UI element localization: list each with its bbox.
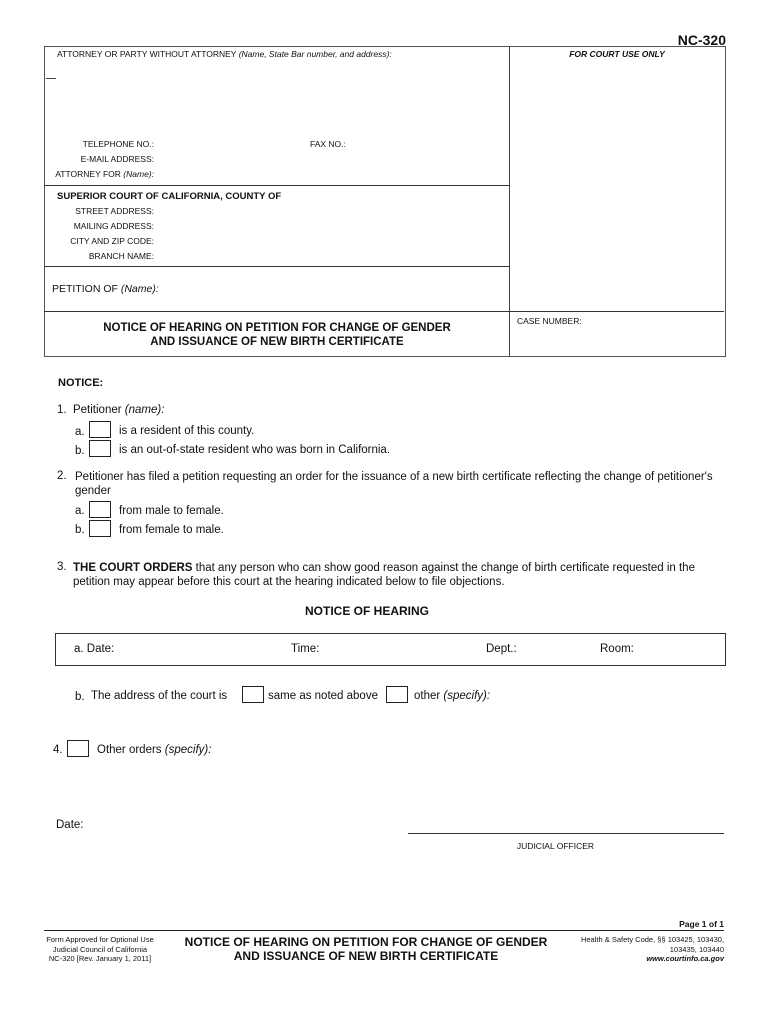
same-as-above-checkbox[interactable] (242, 686, 264, 703)
email-label: E-MAIL ADDRESS: (80, 154, 154, 164)
item2a-checkbox[interactable] (89, 501, 111, 518)
court-address-letter: b. (75, 691, 85, 703)
city-zip-field[interactable] (158, 234, 503, 248)
item2-number: 2. (57, 470, 67, 482)
attorney-name-mark (46, 78, 56, 79)
item2b-text: from female to male. (119, 524, 224, 536)
item1b-letter: b. (75, 445, 85, 457)
petition-of-field[interactable] (160, 280, 505, 298)
street-address-label: STREET ADDRESS: (75, 206, 154, 216)
item2a-letter: a. (75, 505, 85, 517)
petitioner-name-field[interactable] (170, 402, 690, 418)
petition-of-label: PETITION OF (Name): (52, 283, 159, 295)
signature-date-field[interactable] (90, 817, 290, 833)
notice-heading: NOTICE: (58, 377, 104, 389)
hearing-heading: NOTICE OF HEARING (304, 604, 429, 618)
signature-date-label: Date: (56, 819, 84, 831)
item2b-letter: b. (75, 524, 85, 536)
item4-checkbox[interactable] (67, 740, 89, 757)
hearing-time-label: Time: (291, 643, 320, 655)
caption-divider (509, 46, 510, 356)
court-address-text: The address of the court is (91, 690, 228, 702)
item2-text: Petitioner has filed a petition requesting an order for the issuance of a new birth certificate reflecting the change of petitioner's gender (75, 471, 713, 497)
other-orders-field[interactable] (212, 742, 720, 802)
judicial-officer-signature-field[interactable] (408, 812, 724, 832)
hearing-dept-field[interactable] (520, 641, 595, 657)
item4-number: 4. (53, 744, 63, 756)
branch-name-label: BRANCH NAME: (88, 251, 154, 261)
title-divider (44, 311, 724, 312)
form-title: NOTICE OF HEARING ON PETITION FOR CHANGE OF GENDER AND ISSUANCE OF NEW BIRTH CERTIFICATE (103, 322, 451, 348)
branch-name-field[interactable] (158, 249, 503, 263)
item4-label: Other orders (specify): (97, 744, 212, 756)
court-divider (44, 185, 510, 186)
fax-field[interactable] (345, 137, 505, 151)
hearing-room-label: Room: (600, 643, 634, 655)
item3-number: 3. (57, 561, 67, 573)
case-number-label: CASE NUMBER: (517, 316, 582, 326)
footer-left: Form Approved for Optional Use Judicial Council of California NC-320 [Rev. January 1, 2011] (46, 935, 154, 963)
attorney-label: ATTORNEY OR PARTY WITHOUT ATTORNEY (Name, State Bar number, and address): (57, 49, 392, 59)
item1a-text: is a resident of this county. (119, 425, 255, 437)
footer-title: NOTICE OF HEARING ON PETITION FOR CHANGE OF GENDER AND ISSUANCE OF NEW BIRTH CERTIFICATE (184, 935, 548, 963)
item1a-letter: a. (75, 426, 85, 438)
case-number-field[interactable] (515, 328, 720, 352)
city-zip-label: CITY AND ZIP CODE: (70, 236, 154, 246)
other-address-label: other (specify): (414, 690, 491, 702)
hearing-date-field[interactable] (120, 641, 285, 657)
mailing-address-field[interactable] (158, 219, 503, 233)
judicial-officer-label: JUDICIAL OFFICER (516, 841, 595, 851)
item1b-checkbox[interactable] (89, 440, 111, 457)
mailing-address-label: MAILING ADDRESS: (73, 221, 154, 231)
attorney-address-field[interactable] (60, 62, 500, 134)
signature-line (408, 833, 724, 834)
email-field[interactable] (158, 152, 503, 166)
petition-divider (44, 266, 510, 267)
other-address-checkbox[interactable] (386, 686, 408, 703)
street-address-field[interactable] (158, 204, 503, 218)
same-as-above-label: same as noted above (268, 690, 378, 702)
item2b-checkbox[interactable] (89, 520, 111, 537)
page-number: Page 1 of 1 (679, 919, 724, 929)
fax-label: FAX NO.: (310, 139, 346, 149)
footer-right: Health & Safety Code, §§ 103425, 103430, 103435, 103440 www.courtinfo.ca.gov (554, 935, 724, 964)
hearing-dept-label: Dept.: (486, 643, 517, 655)
item1a-checkbox[interactable] (89, 421, 111, 438)
attorney-for-label: ATTORNEY FOR (Name): (55, 169, 154, 179)
item2a-text: from male to female. (119, 505, 224, 517)
item1b-text: is an out-of-state resident who was born in California. (119, 444, 391, 456)
county-field[interactable] (300, 189, 505, 203)
item1-label: 1. Petitioner (name): (57, 404, 165, 416)
court-use-only-label: FOR COURT USE ONLY (569, 49, 665, 59)
hearing-room-field[interactable] (638, 641, 718, 657)
telephone-field[interactable] (158, 137, 306, 151)
other-address-field[interactable] (495, 688, 720, 704)
telephone-label: TELEPHONE NO.: (82, 139, 154, 149)
court-title: SUPERIOR COURT OF CALIFORNIA, COUNTY OF (57, 191, 282, 202)
footer-divider (44, 930, 724, 931)
attorney-for-field[interactable] (158, 167, 503, 181)
courtinfo-link[interactable]: www.courtinfo.ca.gov (646, 954, 724, 963)
hearing-date-label: a. Date: (74, 643, 115, 655)
form-id: NC-320 (677, 32, 726, 48)
hearing-time-field[interactable] (324, 641, 479, 657)
item3-text: THE COURT ORDERS that any person who can show good reason against the change of birth certificate requested in the petition may appear before this court at the hearing indicated below to file objections. (73, 562, 695, 588)
